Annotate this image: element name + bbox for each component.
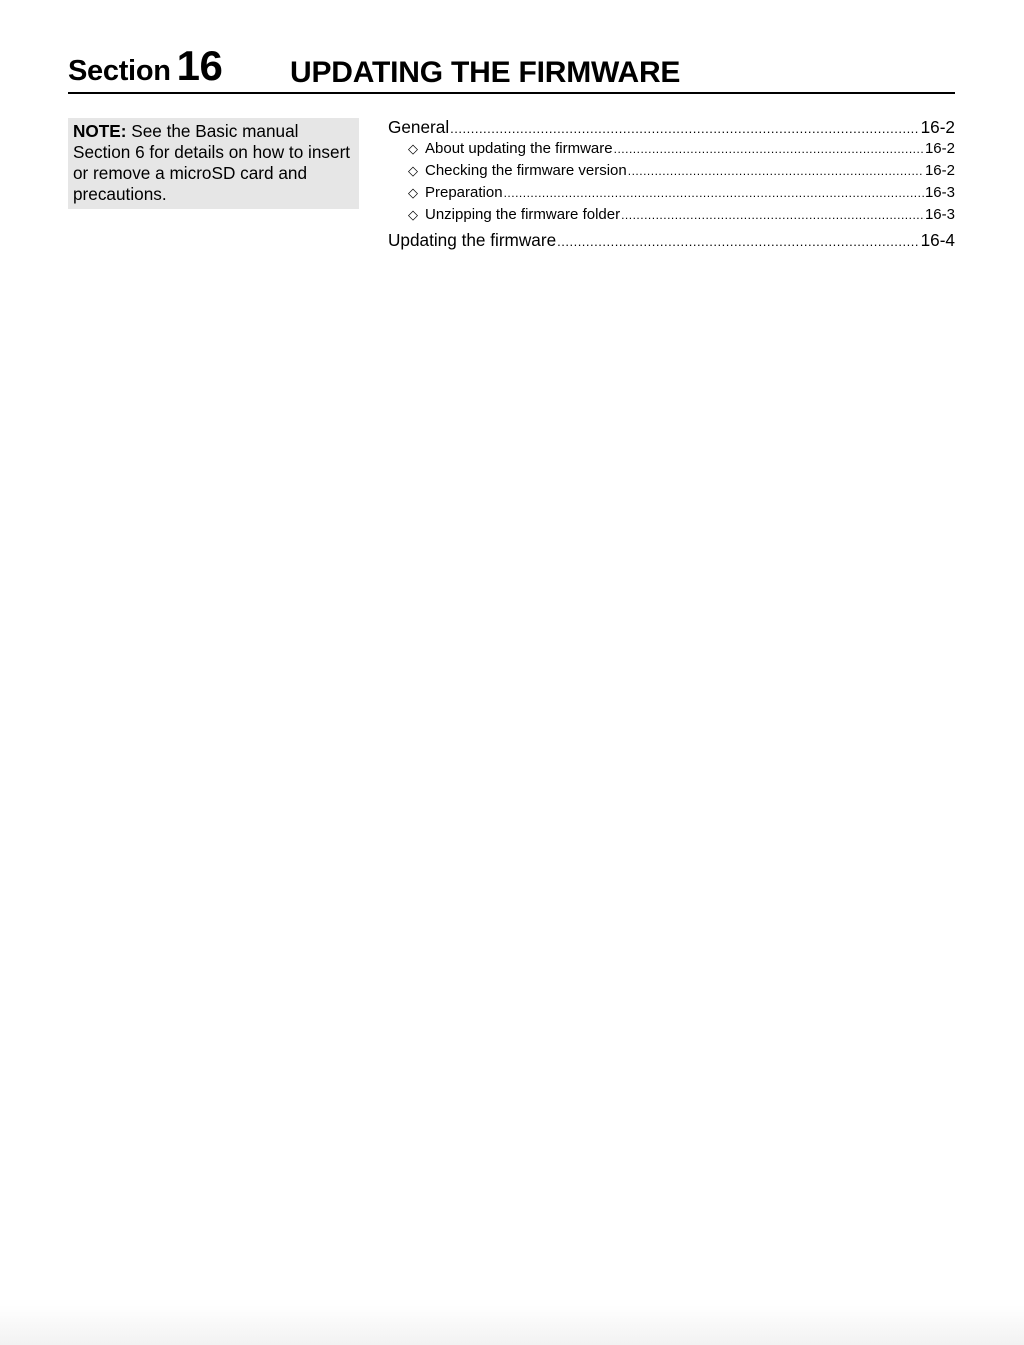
- toc-subentry[interactable]: [388, 160, 955, 182]
- toc-entry-general[interactable]: [388, 116, 955, 138]
- diamond-icon: ◇: [408, 185, 418, 200]
- diamond-icon: ◇: [408, 141, 418, 156]
- toc-page-number: 16-2: [920, 117, 955, 137]
- toc-entry-label: About updating the firmware: [425, 140, 613, 157]
- page-bottom-shadow: [0, 1305, 1024, 1345]
- toc-entry-updating-firmware[interactable]: [388, 229, 955, 251]
- section-header: [68, 40, 955, 94]
- toc-subentry[interactable]: [388, 138, 955, 160]
- toc-leader-dots: [621, 204, 924, 226]
- note-text: See the Basic manual Section 6 for details on how to insert or remove a microSD card and precautions.: [73, 121, 351, 204]
- toc-entry-label: General: [388, 117, 450, 137]
- toc-entry-label: Unzipping the firmware folder: [425, 206, 621, 223]
- toc-leader-dots: [614, 138, 924, 160]
- note-box: [68, 118, 359, 209]
- diamond-icon: ◇: [408, 207, 418, 222]
- diamond-icon: ◇: [408, 163, 418, 178]
- toc-leader-dots: [504, 182, 924, 204]
- toc-entry-label: Checking the firmware version: [425, 162, 627, 179]
- toc-page-number: 16-2: [924, 162, 955, 179]
- toc-page-number: 16-3: [924, 184, 955, 201]
- toc-page-number: 16-4: [920, 230, 955, 250]
- toc-leader-dots: [450, 118, 919, 140]
- section-label: [68, 42, 222, 90]
- toc-subentry[interactable]: [388, 182, 955, 204]
- section-title: UPDATING THE FIRMWARE: [290, 56, 681, 89]
- section-word: Section: [68, 55, 171, 87]
- note-label: NOTE:: [73, 121, 127, 141]
- toc-page-number: 16-2: [924, 140, 955, 157]
- table-of-contents: [388, 116, 955, 251]
- toc-subentry[interactable]: [388, 204, 955, 226]
- toc-entry-label: Updating the firmware: [388, 230, 557, 250]
- toc-page-number: 16-3: [924, 206, 955, 223]
- section-number: 16: [176, 42, 223, 89]
- toc-leader-dots: [628, 160, 924, 182]
- toc-leader-dots: [557, 231, 919, 253]
- toc-entry-label: Preparation: [425, 184, 503, 201]
